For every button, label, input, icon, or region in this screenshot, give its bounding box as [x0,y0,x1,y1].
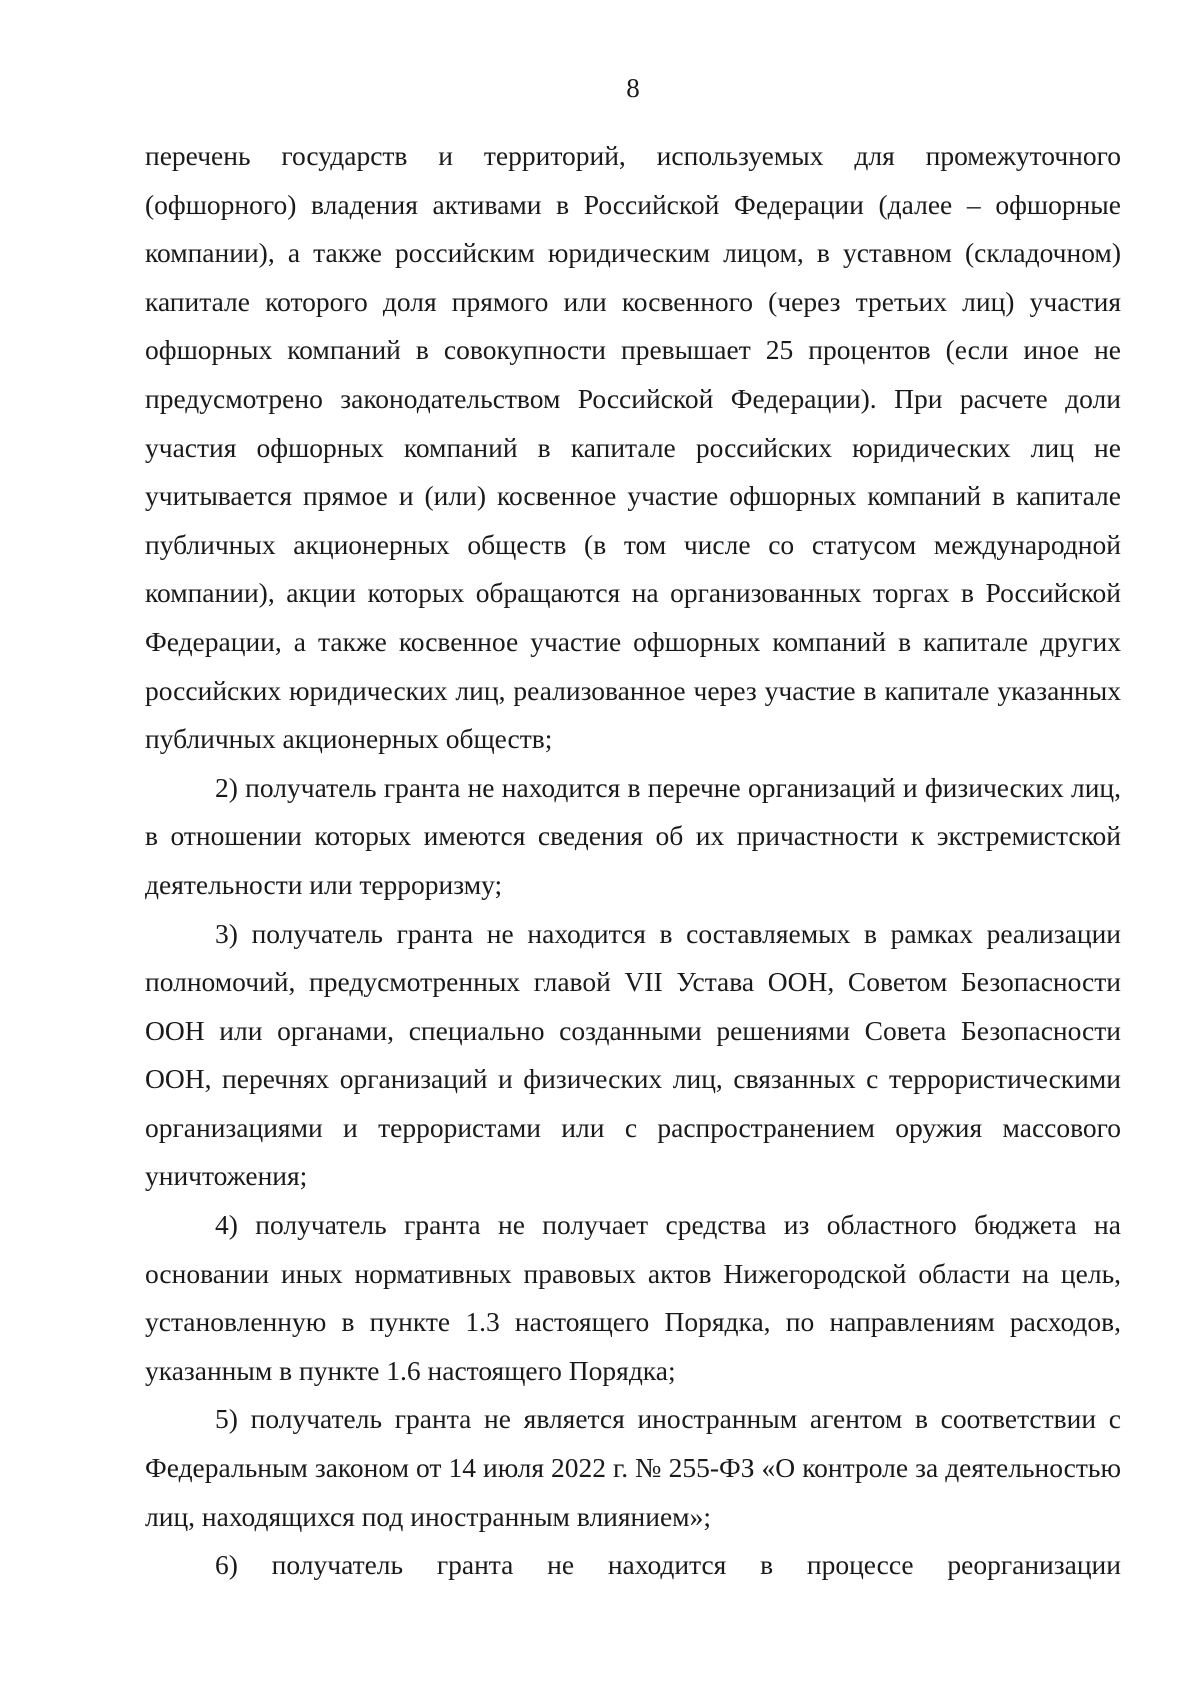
paragraph-item-4: 4) получатель гранта не получает средства из областного бюджета на основании иных нормативных правовых актов Нижегородской области на цель, установленную в пункте 1.3 настоящего Порядка, по направлениям расходов, указанным в пункте 1.6 настоящего Порядка; [145,1209,1121,1386]
paragraph-item-5: 5) получатель гранта не является иностранным агентом в соответствии с Федеральным законом от 14 июля 2022 г. № 255-ФЗ «О контроле за деятельностью лиц, находящихся под иностранным влиянием»; [145,1403,1121,1532]
paragraph-item-6: 6) получатель гранта не находится в процессе реорганизации [215,1549,1121,1581]
page-number: 8 [626,73,640,103]
paragraph-item-3: 3) получатель гранта не находится в составляемых в рамках реализации полномочий, предусмотренных главой VII Устава ООН, Советом Безопасности ООН или органами, специально созданными решениями Совета Безопасности ООН, перечнях организаций и физических лиц, связанных с террористическими организациями и террористами или с распространением оружия массового уничтожения; [145,917,1121,1192]
paragraph-item-2: 2) получатель гранта не находится в перечне организаций и физических лиц, в отношении которых имеются сведения об их причастности к экстремистской деятельности или терроризму; [145,771,1121,900]
document-page [145,70,1121,1590]
paragraph-offshore-continuation: перечень государств и территорий, используемых для промежуточного (офшорного) владения активами в Российской Федерации (далее – офшорные компании), а также российским юридическим лицом, в уставном (складочном) капитале которого доля прямого или косвенного (через третьих лиц) участия офшорных компаний в совокупности превышает 25 процентов (если иное не предусмотрено законодательством Российской Федерации). При расчете доли участия офшорных компаний в капитале российских юридических лиц не учитывается прямое и (или) косвенное участие офшорных компаний в капитале публичных акционерных обществ (в том числе со статусом международной компании), акции которых обращаются на организованных торгах в Российской Федерации, а также косвенное участие офшорных компаний в капитале других российских юридических лиц, реализованное через участие в капитале указанных публичных акционерных обществ; [145,140,1121,755]
